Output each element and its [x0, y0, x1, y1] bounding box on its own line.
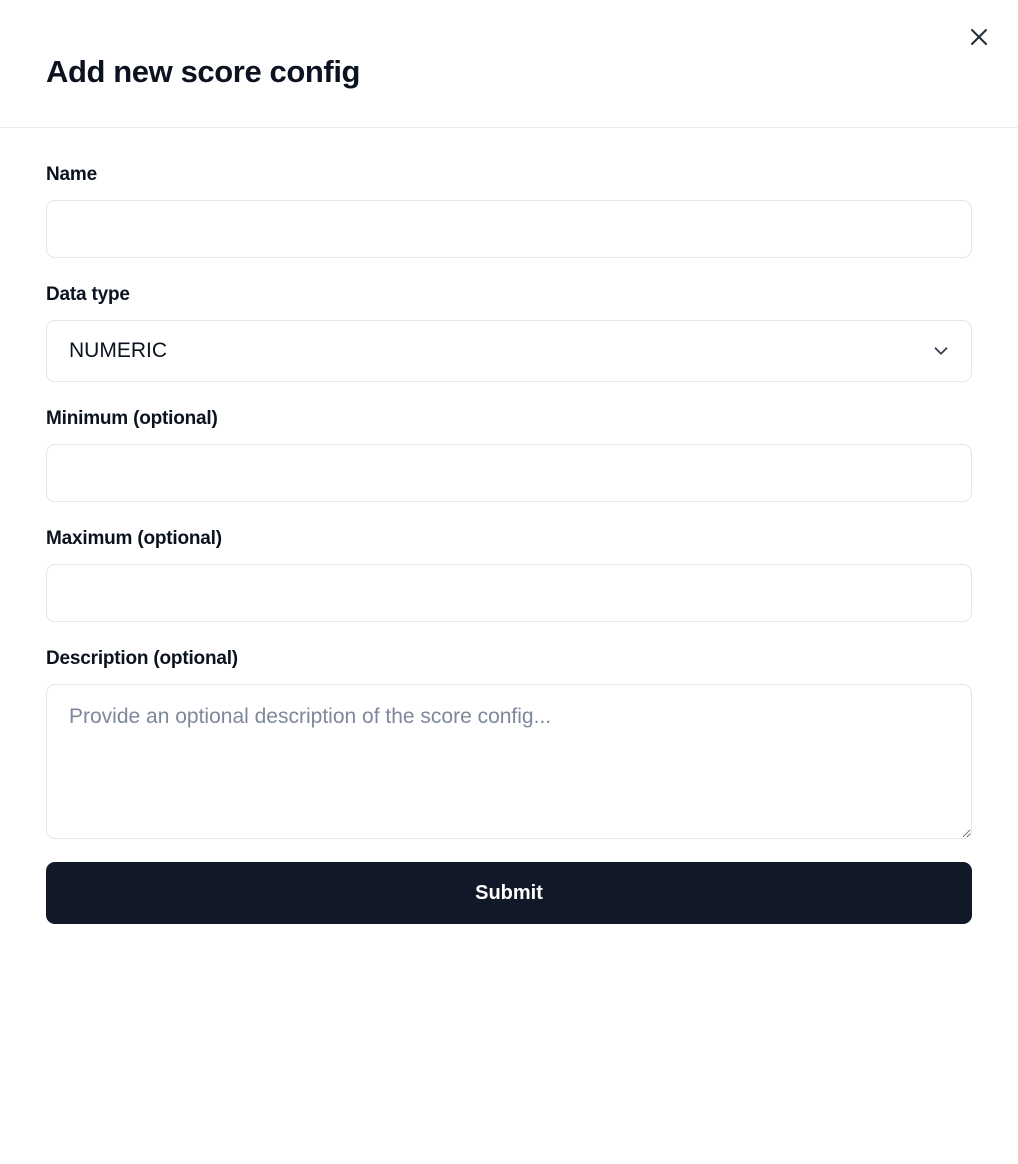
minimum-label: Minimum (optional) [46, 408, 218, 429]
field-minimum [46, 408, 972, 502]
field-name [46, 164, 972, 258]
name-input[interactable] [46, 200, 972, 258]
name-label: Name [46, 164, 97, 185]
page-title: Add new score config [46, 54, 361, 89]
close-icon [967, 25, 991, 49]
minimum-input[interactable] [46, 444, 972, 502]
field-description [46, 648, 972, 844]
description-textarea[interactable] [46, 684, 972, 839]
dialog-header [0, 0, 1018, 128]
maximum-label: Maximum (optional) [46, 528, 222, 549]
data-type-label: Data type [46, 284, 130, 305]
data-type-select-wrap [46, 320, 972, 382]
description-label: Description (optional) [46, 648, 238, 669]
close-button[interactable] [962, 20, 996, 54]
maximum-input[interactable] [46, 564, 972, 622]
field-data-type [46, 284, 972, 382]
submit-button[interactable]: Submit [46, 862, 972, 924]
dialog-body [0, 128, 1018, 924]
data-type-select[interactable] [46, 320, 972, 382]
data-type-selected-value: NUMERIC [69, 339, 167, 362]
field-maximum [46, 528, 972, 622]
